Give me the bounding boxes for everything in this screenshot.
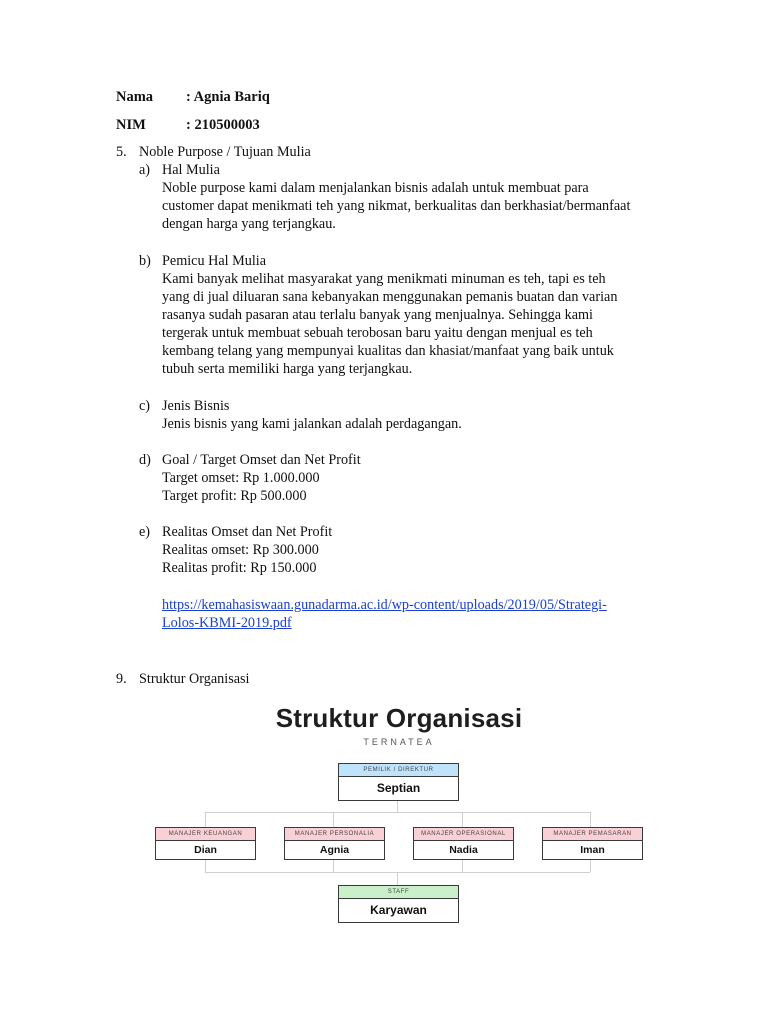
nim-value: : 210500003 bbox=[186, 117, 260, 133]
connector-line bbox=[462, 859, 463, 872]
org-box-manager bbox=[413, 827, 514, 860]
item-b-line: Kami banyak melihat masyarakat yang menikmati minuman es teh, tapi es teh bbox=[162, 271, 606, 287]
item-d-line: Target omset: Rp 1.000.000 bbox=[162, 470, 320, 486]
item-e-line: Realitas omset: Rp 300.000 bbox=[162, 542, 319, 558]
nama-label: Nama bbox=[116, 89, 154, 105]
reference-link-line-2[interactable] bbox=[162, 614, 292, 632]
org-role-manager: MANAJER KEUANGAN bbox=[156, 828, 255, 841]
reference-link-line-1[interactable] bbox=[162, 596, 607, 614]
connector-line bbox=[333, 812, 334, 828]
connector-line bbox=[462, 812, 463, 828]
item-c-title: Jenis Bisnis bbox=[162, 398, 230, 414]
item-a-line: dengan harga yang terjangkau. bbox=[162, 216, 336, 232]
org-role-manager: MANAJER OPERASIONAL bbox=[414, 828, 513, 841]
org-name-staff: Karyawan bbox=[370, 903, 427, 917]
connector-line bbox=[590, 812, 591, 828]
item-b-line: yang di jual diluaran sana kebanyakan menggunakan pemanis buatan dan varian bbox=[162, 289, 618, 305]
org-box-owner bbox=[338, 763, 459, 801]
item-a-title: Hal Mulia bbox=[162, 162, 220, 178]
item-b-title: Pemicu Hal Mulia bbox=[162, 253, 267, 269]
item-a-line: customer dapat menikmati teh yang nikmat, berkualitas dan berkhasiat/bermanfaat bbox=[162, 198, 631, 214]
connector-line bbox=[590, 859, 591, 872]
org-box-staff bbox=[338, 885, 459, 923]
org-role-manager: MANAJER PEMASARAN bbox=[543, 828, 642, 841]
org-box-manager bbox=[284, 827, 385, 860]
org-role-staff: STAFF bbox=[339, 886, 458, 899]
org-box-manager bbox=[155, 827, 256, 860]
connector-line bbox=[333, 859, 334, 872]
item-c-line: Jenis bisnis yang kami jalankan adalah perdagangan. bbox=[162, 416, 462, 432]
section9-title: Struktur Organisasi bbox=[139, 671, 250, 687]
reference-link[interactable]: https://kemahasiswaan.gunadarma.ac.id/wp-content/uploads/2019/05/Strategi- bbox=[162, 597, 607, 613]
item-e-title: Realitas Omset dan Net Profit bbox=[162, 524, 333, 540]
nim-label: NIM bbox=[116, 117, 146, 133]
item-e-letter: e) bbox=[139, 524, 151, 540]
item-c-letter: c) bbox=[139, 398, 151, 414]
item-b-line: kembang telang yang mempunyai kualitas dan khasiat/manfaat yang baik untuk bbox=[162, 343, 614, 359]
org-chart-title: Struktur Organisasi bbox=[275, 703, 523, 733]
connector-line bbox=[397, 800, 398, 812]
connector-line bbox=[205, 812, 206, 828]
connector-line bbox=[397, 872, 398, 885]
item-d-title: Goal / Target Omset dan Net Profit bbox=[162, 452, 361, 468]
org-box-manager bbox=[542, 827, 643, 860]
org-role-owner: PEMILIK / DIREKTUR bbox=[339, 764, 458, 777]
section5-title: Noble Purpose / Tujuan Mulia bbox=[139, 144, 311, 160]
item-d-line: Target profit: Rp 500.000 bbox=[162, 488, 307, 504]
org-chart-subtitle: TERNATEA bbox=[363, 737, 435, 747]
connector-line bbox=[205, 859, 206, 872]
nama-value: : Agnia Bariq bbox=[186, 89, 270, 105]
connector-line bbox=[205, 812, 590, 813]
org-name-manager: Nadia bbox=[449, 844, 478, 856]
item-b-letter: b) bbox=[139, 253, 151, 269]
org-name-owner: Septian bbox=[376, 781, 421, 795]
item-a-line: Noble purpose kami dalam menjalankan bisnis adalah untuk membuat para bbox=[162, 180, 589, 196]
reference-link[interactable]: Lolos-KBMI-2019.pdf bbox=[162, 615, 292, 631]
item-a-letter: a) bbox=[139, 162, 151, 178]
item-b-line: tergerak untuk membuat sebuah terobosan baru yaitu dengan menjual es teh bbox=[162, 325, 593, 341]
org-role-manager: MANAJER PERSONALIA bbox=[285, 828, 384, 841]
item-d-letter: d) bbox=[139, 452, 151, 468]
org-name-manager: Iman bbox=[580, 844, 605, 856]
section9-number: 9. bbox=[116, 671, 127, 687]
org-name-manager: Dian bbox=[194, 844, 217, 856]
section5-number: 5. bbox=[116, 144, 127, 160]
org-name-manager: Agnia bbox=[319, 844, 350, 856]
item-e-line: Realitas profit: Rp 150.000 bbox=[162, 560, 317, 576]
item-b-line: rasanya sudah pasaran atau terlalu banyak yang menjualnya. Sehingga kami bbox=[162, 307, 593, 323]
item-b-line: tubuh serta memiliki harga yang terjangkau. bbox=[162, 361, 413, 377]
